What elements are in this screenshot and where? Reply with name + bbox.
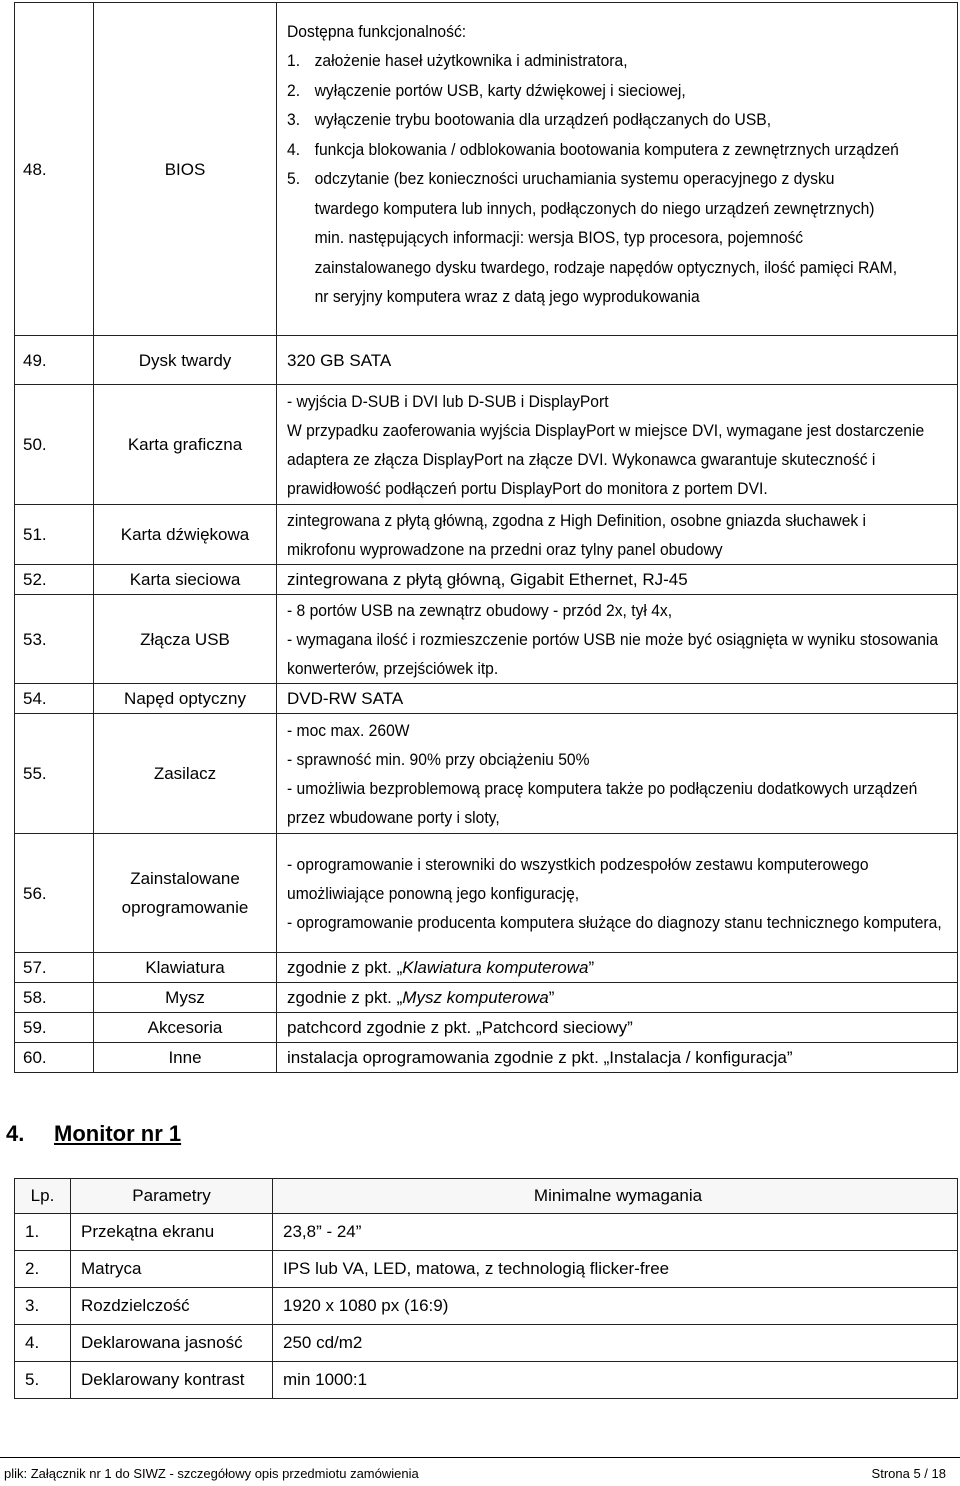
row-parameter: Dysk twardy [94, 336, 277, 385]
table-row [15, 336, 958, 385]
table-row [15, 505, 958, 565]
table-row [15, 1325, 958, 1362]
row-parameter: Przekątna ekranu [71, 1214, 273, 1251]
row-number: 58. [15, 983, 94, 1013]
table-row [15, 3, 958, 336]
row-parameter: Mysz [94, 983, 277, 1013]
row-requirement: IPS lub VA, LED, matowa, z technologią flicker-free [273, 1251, 958, 1288]
row-parameter: Zainstalowane oprogramowanie [94, 834, 277, 953]
table-row [15, 1362, 958, 1399]
list-item: 3. wyłączenie trybu bootowania dla urządzeń podłączanych do USB, [287, 110, 772, 129]
column-header-parameters: Parametry [71, 1179, 273, 1214]
column-header-lp: Lp. [15, 1179, 71, 1214]
section-heading [6, 1121, 181, 1147]
row-parameter: Deklarowana jasność [71, 1325, 273, 1362]
row-requirement: 250 cd/m2 [273, 1325, 958, 1362]
bios-list-title: Dostępna funkcjonalność: [287, 22, 467, 41]
table-row [15, 595, 958, 684]
row-requirement [277, 3, 958, 336]
row-number: 3. [15, 1288, 71, 1325]
spec-table [14, 2, 958, 1073]
table-header-row [15, 1179, 958, 1214]
row-requirement: - 8 portów USB na zewnątrz obudowy - przód 2x, tył 4x, - wymagana ilość i rozmieszczenie portów USB nie może być osiągnięta w wyniku stosowania konwerterów, przejściówek itp. [277, 595, 958, 684]
table-row [15, 953, 958, 983]
list-item: 2. wyłączenie portów USB, karty dźwiękowej i sieciowej, [287, 80, 686, 100]
table-row [15, 385, 958, 505]
monitor-table [14, 1178, 958, 1399]
row-number: 52. [15, 565, 94, 595]
row-requirement: zgodnie z pkt. „Mysz komputerowa” [277, 983, 958, 1013]
row-requirement: instalacja oprogramowania zgodnie z pkt. „Instalacja / konfiguracja” [277, 1043, 958, 1073]
row-parameter: Karta graficzna [94, 385, 277, 505]
row-number: 48. [15, 3, 94, 336]
section-number: 4. [6, 1121, 25, 1146]
table-row [15, 714, 958, 834]
footer-divider [0, 1457, 960, 1458]
table-row [15, 983, 958, 1013]
row-requirement: 1920 x 1080 px (16:9) [273, 1288, 958, 1325]
row-number: 55. [15, 714, 94, 834]
row-requirement: patchcord zgodnie z pkt. „Patchcord sieciowy” [277, 1013, 958, 1043]
row-requirement: - wyjścia D-SUB i DVI lub D-SUB i DisplayPort W przypadku zaoferowania wyjścia DisplayPort w miejsce DVI, wymagane jest dostarczenie adaptera ze złącza DisplayPort na złącze DVI. Wykonawca gwarantuje skuteczność i prawidłowość podłączeń portu DisplayPort do monitora z portem DVI. [277, 385, 958, 505]
footer-file-name: plik: Załącznik nr 1 do SIWZ - szczegółowy opis przedmiotu zamówienia [4, 1466, 419, 1481]
section-reference: Klawiatura komputerowa [402, 958, 589, 977]
row-requirement: - oprogramowanie i sterowniki do wszystkich podzespołów zestawu komputerowego umożliwiające ponowną jego konfigurację, - oprogramowanie producenta komputera służące do diagnozy stanu technicznego komputera, [277, 834, 958, 953]
row-number: 50. [15, 385, 94, 505]
list-item: 4. funkcja blokowania / odblokowania bootowania komputera z zewnętrznych urządzeń [287, 139, 899, 159]
row-requirement: - moc max. 260W - sprawność min. 90% przy obciążeniu 50% - umożliwia bezproblemową pracę komputera także po podłączeniu dodatkowych urządzeń przez wbudowane porty i sloty, [277, 714, 958, 834]
row-parameter: Matryca [71, 1251, 273, 1288]
table-row [15, 1043, 958, 1073]
row-requirement: zgodnie z pkt. „Klawiatura komputerowa” [277, 953, 958, 983]
row-number: 53. [15, 595, 94, 684]
row-parameter: Klawiatura [94, 953, 277, 983]
row-number: 4. [15, 1325, 71, 1362]
table-row [15, 1214, 958, 1251]
row-requirement: 320 GB SATA [277, 336, 958, 385]
row-parameter: Karta sieciowa [94, 565, 277, 595]
row-number: 60. [15, 1043, 94, 1073]
table-row [15, 1288, 958, 1325]
list-item: 1. założenie haseł użytkownika i administratora, [287, 51, 628, 70]
table-row [15, 565, 958, 595]
bios-feature-list [287, 46, 900, 312]
row-parameter: Złącza USB [94, 595, 277, 684]
row-number: 1. [15, 1214, 71, 1251]
table-row [15, 1013, 958, 1043]
row-number: 49. [15, 336, 94, 385]
row-parameter: Rozdzielczość [71, 1288, 273, 1325]
row-parameter: Zasilacz [94, 714, 277, 834]
section-reference: Mysz komputerowa [402, 988, 549, 1007]
row-parameter: BIOS [94, 3, 277, 336]
row-number: 54. [15, 684, 94, 714]
row-number: 56. [15, 834, 94, 953]
row-parameter: Napęd optyczny [94, 684, 277, 714]
row-number: 2. [15, 1251, 71, 1288]
row-number: 57. [15, 953, 94, 983]
table-row [15, 684, 958, 714]
row-requirement: zintegrowana z płytą główną, zgodna z High Definition, osobne gniazda słuchawek i mikrofonu wyprowadzone na przedni oraz tylny panel obudowy [277, 505, 958, 565]
row-requirement: 23,8” - 24” [273, 1214, 958, 1251]
row-number: 51. [15, 505, 94, 565]
row-requirement: DVD-RW SATA [277, 684, 958, 714]
section-title: Monitor nr 1 [54, 1121, 182, 1146]
row-requirement: zintegrowana z płytą główną, Gigabit Ethernet, RJ-45 [277, 565, 958, 595]
list-item: 5. odczytanie (bez konieczności uruchamiania systemu operacyjnego z dysku twardego komputera lub innych, podłączonych do niego urządzeń zewnętrznych) min. następujących informacji: wersja BIOS, typ procesora, pojemność zainstalowanego dysku twardego, rodzaje napędów optycznych, ilość pamięci RAM, nr seryjny komputera wraz z datą jego wyprodukowania [287, 169, 898, 306]
table-row [15, 1251, 958, 1288]
row-requirement: min 1000:1 [273, 1362, 958, 1399]
footer-page-number: Strona 5 / 18 [871, 1466, 946, 1481]
table-row [15, 834, 958, 953]
row-parameter: Akcesoria [94, 1013, 277, 1043]
row-parameter: Karta dźwiękowa [94, 505, 277, 565]
row-parameter: Deklarowany kontrast [71, 1362, 273, 1399]
row-parameter: Inne [94, 1043, 277, 1073]
row-number: 59. [15, 1013, 94, 1043]
row-number: 5. [15, 1362, 71, 1399]
column-header-requirements: Minimalne wymagania [273, 1179, 958, 1214]
